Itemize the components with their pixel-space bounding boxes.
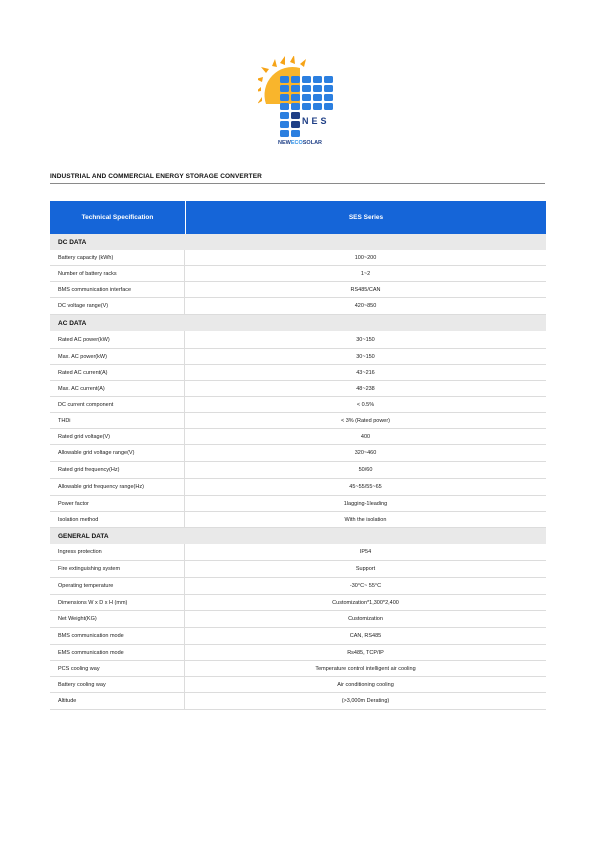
table-row <box>50 266 546 282</box>
table-row <box>50 611 546 628</box>
table-row <box>50 429 546 445</box>
spec-value: 50/60 <box>358 467 373 473</box>
spec-label: Max. AC current(A) <box>50 381 185 396</box>
spec-value: Temperature control intelligent air cooling <box>315 665 416 672</box>
table-row <box>50 331 546 349</box>
spec-value: 400 <box>360 433 371 440</box>
spec-value: IP54 <box>359 549 372 555</box>
spec-label: Net Weight(KG) <box>50 611 185 627</box>
table-row <box>50 397 546 413</box>
spec-value: 1~2 <box>360 270 371 277</box>
spec-label: Allowable grid voltage range(V) <box>50 445 185 461</box>
spec-value: 30~150 <box>356 336 375 343</box>
table-row <box>50 595 546 611</box>
spec-value: < 0.5% <box>356 401 375 408</box>
spec-label: PCS cooling way <box>50 661 185 676</box>
section-heading: GENERAL DATA <box>50 528 546 544</box>
table-header <box>50 201 546 234</box>
company-logo <box>258 56 340 152</box>
spec-value: 45~55/55~65 <box>349 484 382 490</box>
table-row <box>50 561 546 578</box>
spec-value: 48~238 <box>356 385 375 392</box>
table-row <box>50 282 546 298</box>
spec-label: Ingress protection <box>50 544 185 560</box>
table-row <box>50 578 546 595</box>
spec-label: Rated grid frequency(Hz) <box>50 462 185 478</box>
table-row <box>50 628 546 645</box>
spec-value: 1lagging-1leading <box>343 500 388 507</box>
spec-label: Dimensions W x D x H (mm) <box>50 595 185 610</box>
spec-label: Max. AC power(kW) <box>50 349 185 364</box>
spec-value: Customization <box>348 616 383 622</box>
spec-label: Rated AC power(kW) <box>50 331 185 348</box>
spec-label: Fire extinguishing system <box>50 561 185 577</box>
header-technical-specification: Technical Specification <box>50 201 186 234</box>
brand-name-part2: ECO <box>290 140 303 146</box>
table-row <box>50 645 546 661</box>
spec-label: Battery capacity (kWh) <box>50 250 185 265</box>
sun-panel-logo-icon <box>258 56 340 152</box>
spec-value: Air conditioning cooling <box>337 681 394 688</box>
spec-label: Operating temperature <box>50 578 185 594</box>
spec-value: Support <box>355 566 376 572</box>
spec-value: < 3% (Rated power) <box>340 417 391 424</box>
spec-label: Battery cooling way <box>50 677 185 692</box>
section-heading: AC DATA <box>50 315 546 331</box>
spec-value: (>3,000m Derating) <box>341 698 390 704</box>
spec-label: Altitude <box>50 693 185 709</box>
table-row <box>50 462 546 479</box>
table-row <box>50 512 546 528</box>
section-heading: DC DATA <box>50 234 546 250</box>
table-row <box>50 413 546 429</box>
spec-value: -30°C~ 55°C <box>349 583 382 589</box>
header-ses-series: SES Series <box>348 214 384 221</box>
spec-value: RS485/CAN <box>350 286 381 293</box>
table-row <box>50 250 546 266</box>
spec-label: Allowable grid frequency range(Hz) <box>50 479 185 495</box>
spec-value: Customization*1,300*2,400 <box>332 599 399 606</box>
spec-label: Rated AC current(A) <box>50 365 185 380</box>
spec-value: CAN, RS485 <box>349 633 382 639</box>
table-row <box>50 693 546 710</box>
spec-value: With the isolation <box>344 516 387 523</box>
spec-value: 43~216 <box>356 369 375 376</box>
spec-label: Number of battery racks <box>50 266 185 281</box>
table-row <box>50 544 546 561</box>
brand-name-part1: NEW <box>278 140 291 146</box>
table-row <box>50 496 546 512</box>
spec-value: 30~150 <box>356 353 375 360</box>
spec-label: EMS communication mode <box>50 645 185 660</box>
table-row <box>50 661 546 677</box>
spec-label: DC current component <box>50 397 185 412</box>
table-body <box>50 234 546 710</box>
table-row <box>50 445 546 462</box>
table-row <box>50 381 546 397</box>
title-divider <box>50 183 545 184</box>
spec-label: THDi <box>50 413 185 428</box>
brand-name-part3: SOLAR <box>302 140 323 146</box>
spec-label: Power factor <box>50 496 185 511</box>
spec-value: 320~460 <box>354 450 377 456</box>
table-row <box>50 479 546 496</box>
spec-label: Isolation method <box>50 512 185 527</box>
table-row <box>50 677 546 693</box>
spec-label: Rated grid voltage(V) <box>50 429 185 444</box>
spec-value: Rs485, TCP/IP <box>347 649 384 656</box>
spec-label: DC voltage range(V) <box>50 298 185 314</box>
spec-value: 420~850 <box>354 303 377 309</box>
spec-table <box>50 201 546 710</box>
spec-value: 100~200 <box>354 254 377 261</box>
brand-name <box>278 140 338 146</box>
spec-label: BMS communication mode <box>50 628 185 644</box>
table-row <box>50 365 546 381</box>
document-title: INDUSTRIAL AND COMMERCIAL ENERGY STORAGE CONVERTER <box>50 173 262 180</box>
table-row <box>50 349 546 365</box>
table-row <box>50 298 546 315</box>
spec-label: BMS communication interface <box>50 282 185 297</box>
brand-letters: NES <box>302 116 330 126</box>
